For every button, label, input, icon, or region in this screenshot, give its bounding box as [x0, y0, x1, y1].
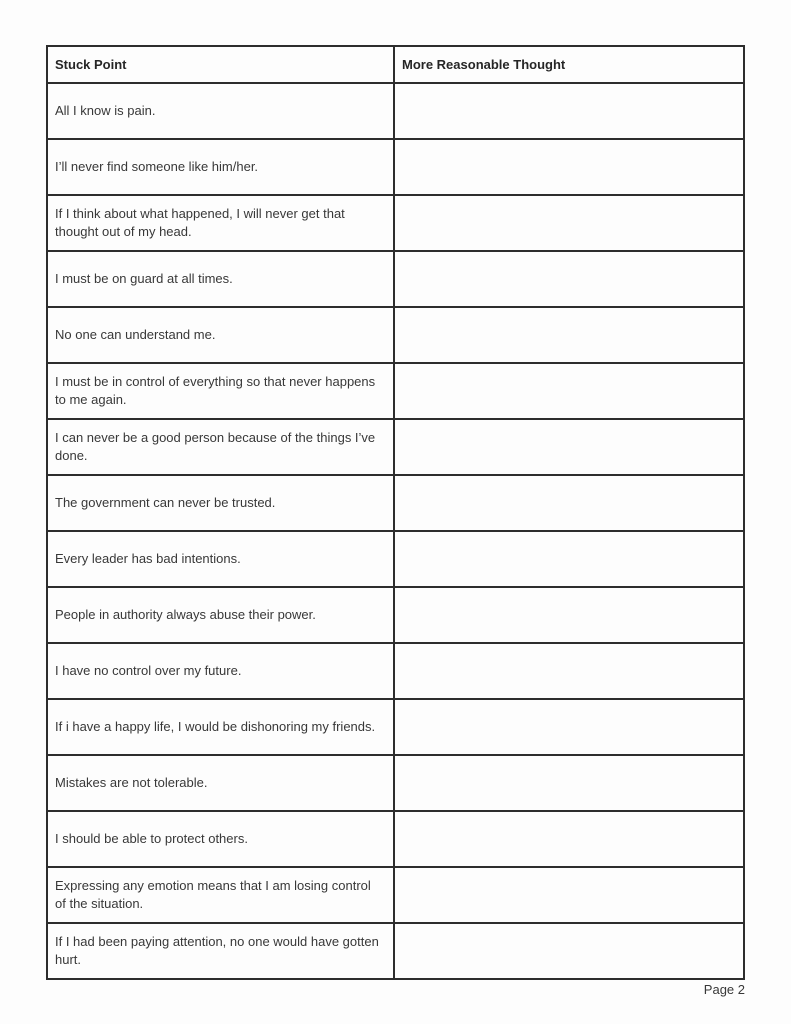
stuck-point-cell: I should be able to protect others.	[47, 811, 394, 867]
more-reasonable-thought-cell	[394, 307, 744, 363]
more-reasonable-thought-cell	[394, 587, 744, 643]
stuck-point-cell: The government can never be trusted.	[47, 475, 394, 531]
table-row	[47, 363, 744, 419]
table-row	[47, 587, 744, 643]
table-row	[47, 867, 744, 923]
table-row	[47, 699, 744, 755]
stuck-point-cell: If i have a happy life, I would be dishonoring my friends.	[47, 699, 394, 755]
stuck-point-cell: Mistakes are not tolerable.	[47, 755, 394, 811]
table-row	[47, 643, 744, 699]
stuck-point-cell: I must be in control of everything so that never happens to me again.	[47, 363, 394, 419]
more-reasonable-thought-cell	[394, 811, 744, 867]
table-row	[47, 419, 744, 475]
more-reasonable-thought-cell	[394, 867, 744, 923]
more-reasonable-thought-cell	[394, 195, 744, 251]
stuck-point-cell: Every leader has bad intentions.	[47, 531, 394, 587]
more-reasonable-thought-cell	[394, 755, 744, 811]
stuck-point-cell: I must be on guard at all times.	[47, 251, 394, 307]
table-row	[47, 475, 744, 531]
table-row	[47, 83, 744, 139]
more-reasonable-thought-cell	[394, 419, 744, 475]
more-reasonable-thought-cell	[394, 83, 744, 139]
more-reasonable-thought-cell	[394, 923, 744, 979]
table-row	[47, 755, 744, 811]
table-row	[47, 195, 744, 251]
stuck-point-cell: Expressing any emotion means that I am losing control of the situation.	[47, 867, 394, 923]
more-reasonable-thought-cell	[394, 475, 744, 531]
column-header-more-reasonable-thought: More Reasonable Thought	[394, 46, 744, 83]
stuck-point-cell: People in authority always abuse their power.	[47, 587, 394, 643]
table-header-row	[47, 46, 744, 83]
stuck-point-cell: I have no control over my future.	[47, 643, 394, 699]
more-reasonable-thought-cell	[394, 699, 744, 755]
table-row	[47, 139, 744, 195]
table-row	[47, 531, 744, 587]
table-row	[47, 251, 744, 307]
more-reasonable-thought-cell	[394, 643, 744, 699]
stuck-point-cell: I can never be a good person because of the things I’ve done.	[47, 419, 394, 475]
stuck-point-cell: No one can understand me.	[47, 307, 394, 363]
stuck-point-cell: I’ll never find someone like him/her.	[47, 139, 394, 195]
more-reasonable-thought-cell	[394, 363, 744, 419]
more-reasonable-thought-cell	[394, 531, 744, 587]
stuck-point-cell: If I think about what happened, I will never get that thought out of my head.	[47, 195, 394, 251]
more-reasonable-thought-cell	[394, 251, 744, 307]
table-row	[47, 307, 744, 363]
stuck-points-table	[46, 45, 745, 980]
stuck-point-cell: If I had been paying attention, no one would have gotten hurt.	[47, 923, 394, 979]
page-number: Page 2	[703, 982, 745, 997]
table-row	[47, 811, 744, 867]
column-header-stuck-point: Stuck Point	[47, 46, 394, 83]
more-reasonable-thought-cell	[394, 139, 744, 195]
table-row	[47, 923, 744, 979]
stuck-point-cell: All I know is pain.	[47, 83, 394, 139]
